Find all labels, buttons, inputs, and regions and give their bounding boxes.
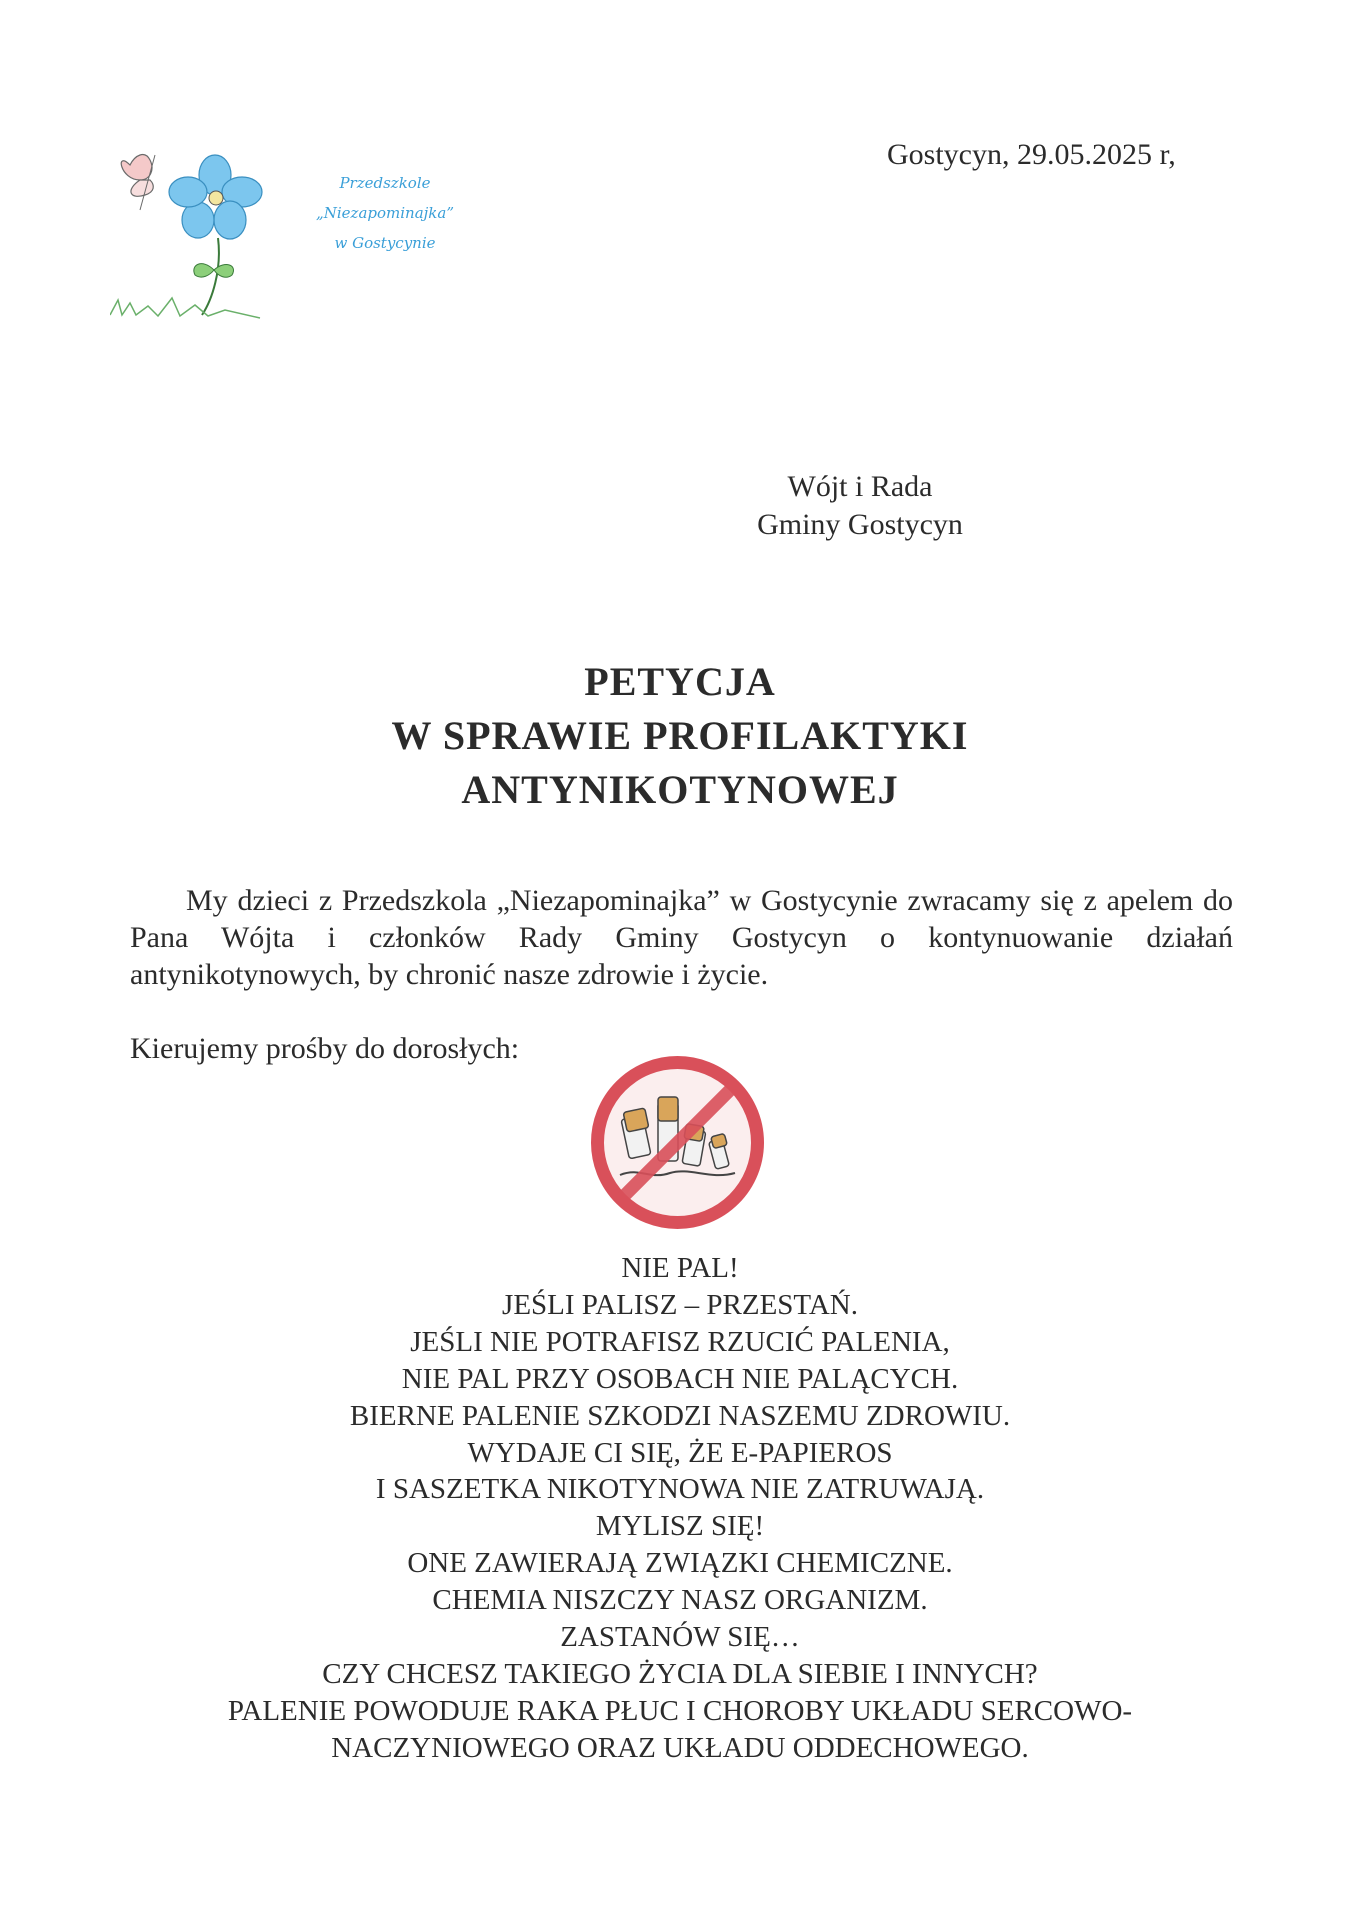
no-smoking-sign: [590, 1055, 765, 1230]
preschool-logo: [110, 140, 470, 330]
logo-text: [300, 168, 470, 258]
petition-body: My dzieci z Przedszkola „Niezapominajka” w Gostycynie zwracamy się z apelem do Pana Wójta i członków Rady Gminy Gostycyn o kontynuowanie działań antynikotynowych, by chronić nasze zdrowie i życie.: [130, 884, 1233, 991]
slogan-line: I SASZETKA NIKOTYNOWA NIE ZATRUWAJĄ.: [375, 1473, 985, 1506]
addressee: [700, 468, 1020, 544]
logo-line-1: Przedszkole: [339, 174, 431, 192]
slogan-line: JEŚLI NIE POTRAFISZ RZUCIĆ PALENIA,: [410, 1325, 950, 1358]
slogan-line: CZY CHCESZ TAKIEGO ŻYCIA DLA SIEBIE I INNYCH?: [322, 1657, 1038, 1690]
slogan-line: NIE PAL!: [621, 1252, 739, 1284]
grass-icon: [110, 298, 260, 318]
letter-date: Gostycyn, 29.05.2025 r,: [887, 138, 1176, 171]
flower-icon: [169, 155, 262, 315]
title-line-3: ANTYNIKOTYNOWEJ: [461, 767, 899, 812]
no-smoking-icon: [590, 1055, 765, 1230]
title-line-2: W SPRAWIE PROFILAKTYKI: [391, 713, 969, 758]
logo-line-2: „Niezapominajka”: [315, 204, 455, 222]
slogan-line: ZASTANÓW SIĘ…: [560, 1621, 800, 1654]
request-intro: Kierujemy prośby do dorosłych:: [130, 1032, 520, 1065]
slogan-line: MYLISZ SIĘ!: [595, 1510, 765, 1543]
slogan-line: NACZYNIOWEGO ORAZ UKŁADU ODDECHOWEGO.: [331, 1731, 1029, 1764]
addressee-line-1: Wójt i Rada: [787, 470, 933, 503]
addressee-line-2: Gminy Gostycyn: [757, 508, 963, 541]
butterfly-icon: [121, 155, 155, 210]
title-line-1: PETYCJA: [584, 659, 776, 704]
slogan-line: CHEMIA NISZCZY NASZ ORGANIZM.: [432, 1584, 928, 1617]
slogan-line: WYDAJE CI SIĘ, ŻE E-PAPIEROS: [467, 1436, 893, 1469]
slogans: [150, 1250, 1210, 1767]
slogan-line: BIERNE PALENIE SZKODZI NASZEMU ZDROWIU.: [349, 1399, 1011, 1432]
logo-line-3: w Gostycynie: [334, 234, 436, 252]
slogan-line: ONE ZAWIERAJĄ ZWIĄZKI CHEMICZNE.: [407, 1547, 953, 1580]
slogan-line: PALENIE POWODUJE RAKA PŁUC I CHOROBY UKŁADU SERCOWO-: [227, 1694, 1133, 1727]
slogan-line: NIE PAL PRZY OSOBACH NIE PALĄCYCH.: [401, 1362, 959, 1395]
slogan-line: JEŚLI PALISZ – PRZESTAŃ.: [502, 1288, 858, 1321]
petition-title: [160, 655, 1200, 817]
